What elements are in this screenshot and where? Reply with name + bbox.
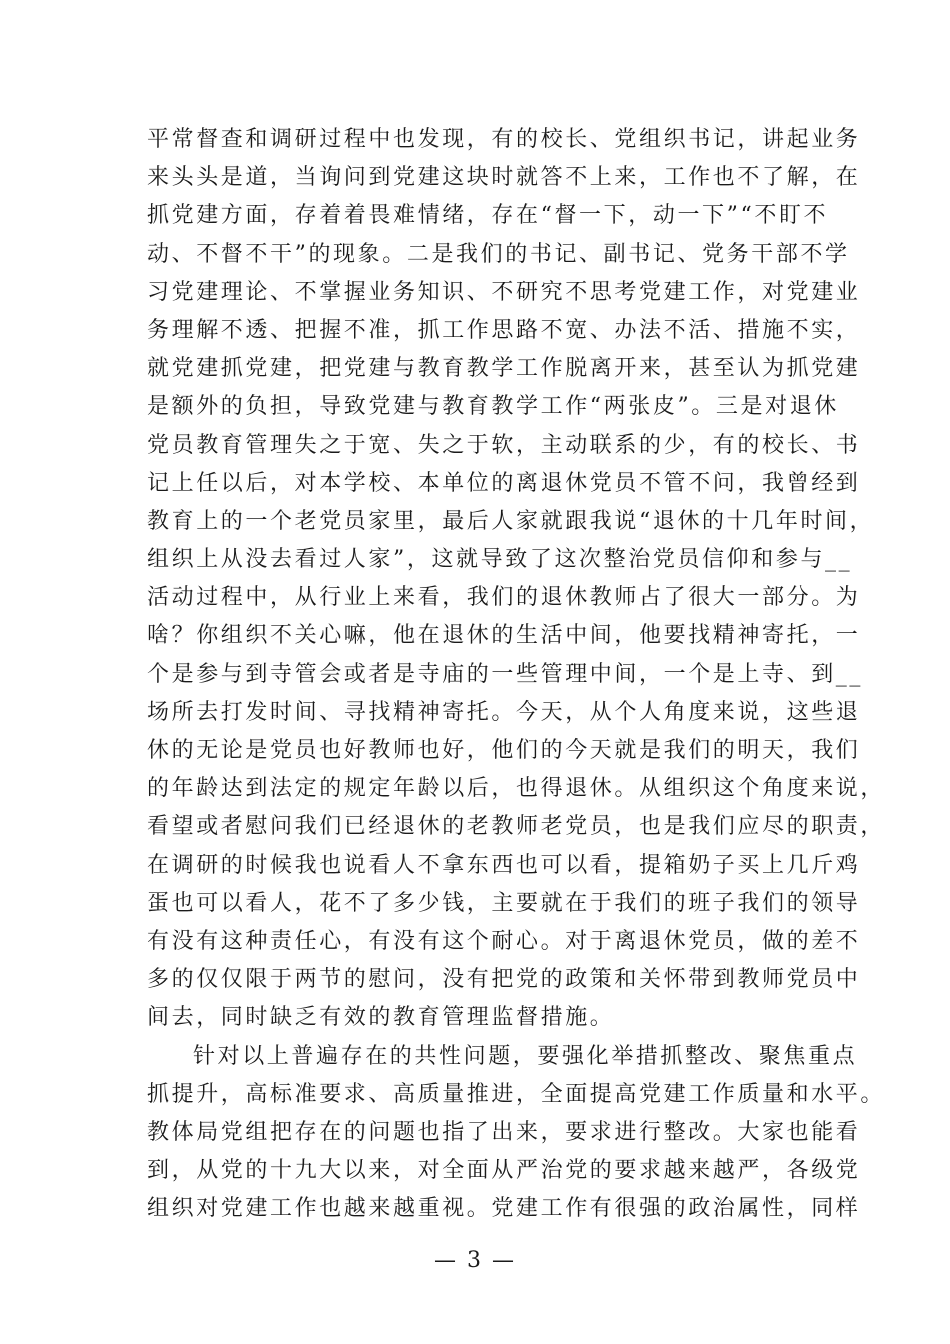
text-line: 啥？你组织不关心嘛，他在退休的生活中间，他要找精神寄托，一 — [147, 623, 861, 649]
text-line: 休的无论是党员也好教师也好，他们的今天就是我们的明天，我们 — [147, 738, 861, 763]
text-line: 多的仅仅限于两节的慰问，没有把党的政策和关怀带到教师党员中 — [147, 967, 861, 993]
page-number: — 3 — — [434, 1248, 516, 1273]
text-line: 记上任以后，对本学校、本单位的离退休党员不管不问，我曾经到 — [147, 470, 861, 496]
text-line: 就党建抓党建，把党建与教育教学工作脱离开来，甚至认为抓党建 — [147, 356, 861, 382]
text-line: 教育上的一个老党员家里，最后人家就跟我说“退休的十几年时间， — [147, 508, 875, 534]
text-line: 个是参与到寺管会或者是寺庙的一些管理中间，一个是上寺、到__ — [147, 661, 864, 687]
text-line: 动、不督不干”的现象。二是我们的书记、副书记、党务干部不学 — [147, 241, 850, 267]
text-line: 是额外的负担，导致党建与教育教学工作“两张皮”。三是对退休 — [147, 394, 839, 420]
text-line: 到，从党的十九大以来，对全面从严治党的要求越来越严，各级党 — [147, 1158, 861, 1184]
text-line: 有没有这种责任心，有没有这个耐心。对于离退休党员，做的差不 — [147, 928, 861, 954]
text-line: 平常督查和调研过程中也发现，有的校长、党组织书记，讲起业务 — [147, 127, 861, 152]
paragraph-first-line: 针对以上普遍存在的共性问题，要强化举措抓整改、聚焦重点 — [193, 1043, 858, 1069]
text-line: 组织上从没去看过人家”，这就导致了这次整治党员信仰和参与__ — [147, 547, 853, 573]
text-line: 抓党建方面，存着着畏难情绪，存在“督一下，动一下”“不盯不 — [147, 203, 829, 229]
text-line: 习党建理论、不掌握业务知识、不研究不思考党建工作，对党建业 — [147, 279, 861, 305]
text-line: 抓提升，高标准要求、高质量推进，全面提高党建工作质量和水平。 — [147, 1081, 886, 1107]
text-line: 务理解不透、把握不准，抓工作思路不宽、办法不活、措施不实， — [147, 317, 861, 343]
text-line: 在调研的时候我也说看人不拿东西也可以看，提箱奶子买上几斤鸡 — [147, 852, 861, 878]
body-text — [147, 121, 886, 1228]
text-line: 的年龄达到法定的规定年龄以后，也得退休。从组织这个角度来说， — [147, 776, 886, 802]
text-line: 来头头是道，当询问到党建这块时就答不上来，工作也不了解，在 — [147, 165, 861, 191]
text-line: 蛋也可以看人，花不了多少钱，主要就在于我们的班子我们的领导 — [147, 890, 861, 916]
text-line: 组织对党建工作也越来越重视。党建工作有很强的政治属性，同样 — [147, 1196, 861, 1222]
text-line: 间去，同时缺乏有效的教育管理监督措施。 — [147, 1005, 615, 1031]
text-line: 看望或者慰问我们已经退休的老教师老党员，也是我们应尽的职责， — [147, 814, 886, 840]
text-line: 教体局党组把存在的问题也指了出来，要求进行整改。大家也能看 — [147, 1119, 861, 1145]
text-line: 活动过程中，从行业上来看，我们的退休教师占了很大一部分。为 — [147, 585, 861, 611]
text-line: 场所去打发时间、寻找精神寄托。今天，从个人角度来说，这些退 — [147, 699, 861, 725]
text-line: 党员教育管理失之于宽、失之于软，主动联系的少，有的校长、书 — [147, 432, 861, 458]
